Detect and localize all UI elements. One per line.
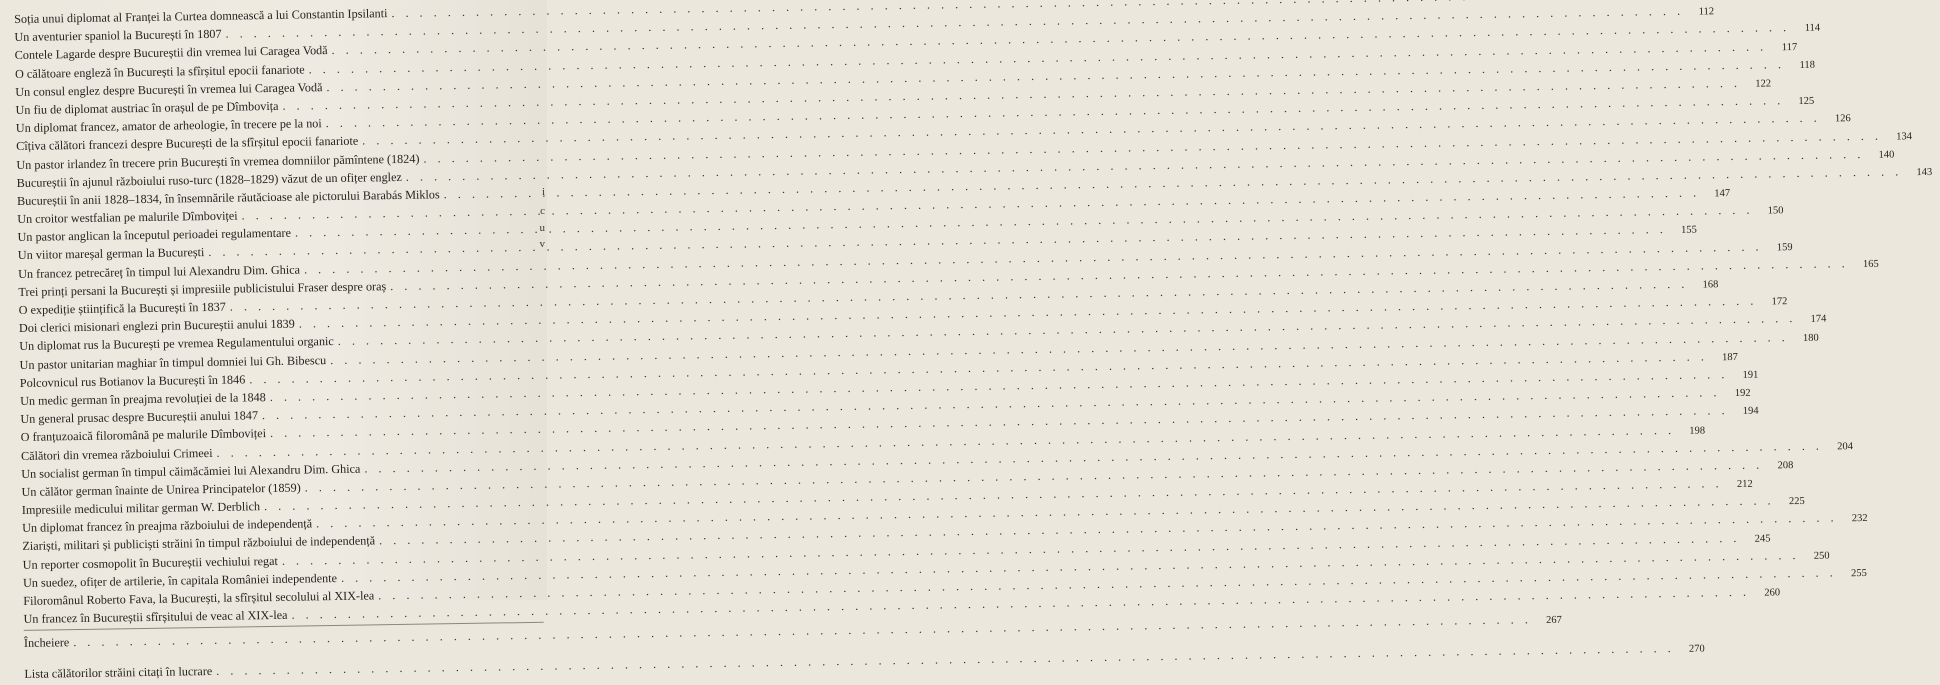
toc-entry-page: 174 — [1810, 313, 1827, 326]
toc-entry-title: Încheiere — [23, 635, 70, 651]
toc-entry-page: 168 — [1702, 279, 1719, 291]
toc-entry-page: 187 — [1721, 351, 1738, 363]
toc-entry-title: Un socialist german în timpul căimăcămiei lui Alexandru Dim. Ghica — [21, 461, 361, 481]
toc-entry-title: Un diplomat rus la București pe vremea Regulamentului organic — [19, 334, 334, 354]
toc-entry-title: Un suedez, ofițer de artilerie, în capitala României independente — [22, 570, 338, 590]
toc-entry-title: Un diplomat francez, amator de arheologie, în trecere pe la noi — [15, 116, 322, 136]
toc-entry-title: Un aventurier spaniol la București în 1807 — [14, 26, 222, 45]
toc-entry-page: 155 — [1681, 225, 1697, 237]
table-of-contents — [14, 2, 1933, 683]
toc-entry-title: Bucureștii în anii 1828–1834, în însemnările răutăcioase ale pictorului Barabás Miklos — [16, 187, 440, 208]
toc-entry-page: 126 — [1834, 113, 1851, 125]
toc-entry-title: Un călător german înainte de Unirea Principatelor (1859) — [21, 480, 301, 499]
toc-entry-page — [1854, 0, 1880, 1]
toc-entry-page: 191 — [1742, 369, 1759, 381]
toc-entry-title: Un viitor mareșal german la București — [17, 245, 205, 263]
toc-entry-page: 122 — [1755, 78, 1772, 90]
toc-entry-title: Un francez petrecăreț în timpul lui Alexandru Dim. Ghica — [18, 262, 301, 281]
toc-entry-page: 270 — [1688, 643, 1705, 655]
toc-entry-page: 267 — [1545, 615, 1562, 627]
toc-entry-page: 172 — [1771, 296, 1788, 308]
toc-entry-title: Un pastor unitarian maghiar în timpul domniei lui Gh. Bibescu — [19, 352, 327, 372]
toc-entry-title: Un pastor anglican la începutul perioadei regulamentare — [17, 225, 292, 245]
toc-entry-page: 260 — [1764, 587, 1781, 599]
toc-entry-title: Un pastor irlandez în trecere prin București în vremea domniilor pămîntene (1824) — [16, 151, 420, 172]
toc-entry-page: 198 — [1689, 424, 1706, 437]
toc-entry-title: Un medic german în preajma revoluției de la 1848 — [20, 390, 266, 408]
toc-entry-page: 225 — [1788, 496, 1805, 508]
toc-entry-title: Un francez în Bucureștii sfîrșitului de veac al XIX-lea — [23, 607, 288, 627]
toc-entry-title: O franțuzoaică filoromână pe malurile Dîmboviței — [20, 426, 267, 445]
toc-entry-page: 125 — [1798, 95, 1815, 108]
toc-entry-title: Lista călătorilor străini citați în lucrare — [24, 663, 213, 681]
toc-entry-title: Un croitor westfalian pe malurile Dîmboviței — [17, 208, 238, 227]
adjacent-page-letter: u — [539, 222, 545, 234]
toc-entry-title: O expediție științifică la București în 1837 — [18, 299, 226, 317]
toc-entry-page: 112 — [1698, 6, 1715, 18]
toc-entry-page: 208 — [1777, 459, 1794, 472]
toc-entry-page: 194 — [1742, 405, 1759, 418]
toc-entry-page: 165 — [1862, 258, 1879, 270]
toc-entry-title: Călători din vremea războiului Crimeei — [20, 445, 213, 463]
toc-entry-title: Un consul englez despre București în vremea lui Caragea Vodă — [15, 79, 323, 99]
toc-entry-title: Un diplomat francez în preajma războiului de independență — [22, 516, 313, 536]
toc-entry-title: Cîțiva călători francezi despre București de la sfîrșitul epocii fanariote — [16, 133, 359, 154]
toc-entry-title: Un reporter cosmopolit în Bucureștii vechiului regat — [22, 553, 278, 572]
toc-entry-title: Doi clerici misionari englezi prin Bucureștii anului 1839 — [18, 316, 295, 336]
toc-entry-page: 180 — [1802, 332, 1819, 344]
toc-entry-page: 150 — [1767, 205, 1784, 217]
toc-entry-page: 118 — [1799, 59, 1816, 71]
toc-entry-page: 250 — [1813, 550, 1830, 562]
adjacent-page-letter: c — [540, 205, 545, 217]
adjacent-page-letter: i — [541, 186, 545, 198]
toc-entry-page: 212 — [1736, 478, 1753, 491]
toc-entry-page: 143 — [1916, 166, 1933, 179]
toc-entry-page: 245 — [1754, 533, 1771, 545]
toc-entry-title: Un general prusac despre Bucureștii anului 1847 — [20, 408, 259, 427]
toc-entry-page: 140 — [1878, 149, 1895, 161]
toc-entry-page: 192 — [1734, 387, 1751, 400]
toc-entry-title: Bucureștii în ajunul războiului ruso-turc (1828–1829) văzut de un ofițer englez — [16, 169, 402, 190]
toc-entry-title: Soția unui diplomat al Franței la Curtea domnească a lui Constantin Ipsilanti — [14, 6, 388, 26]
toc-entry-page: 232 — [1851, 513, 1868, 525]
toc-entry-title: Trei prinți persani la București și impresiile publicistului Fraser despre oraș — [18, 279, 387, 299]
toc-entry-page: 117 — [1781, 41, 1798, 53]
toc-entry-title: Ziariști, militari și publiciști străini în timpul războiului de independență — [22, 533, 376, 554]
toc-entry-title: Impresiile medicului militar german W. Derblich — [21, 499, 261, 517]
toc-entry-page: 159 — [1776, 241, 1793, 253]
toc-entry-page: 114 — [1804, 23, 1821, 35]
toc-entry-title: Un fiu de diplomat austriac în orașul de pe Dîmbovița — [15, 98, 279, 117]
toc-entry-title: Polcovnicul rus Botianov la București în 1846 — [19, 372, 246, 390]
toc-entry-page: 255 — [1850, 567, 1867, 580]
toc-entry-page: 204 — [1837, 440, 1854, 453]
toc-entry-title: O călătoare engleză în București la sfîrșitul epocii fanariote — [14, 62, 305, 81]
toc-entry-title: Contele Lagarde despre Bucureștii din vremea lui Caragea Vodă — [14, 43, 328, 63]
adjacent-page-letter: v — [539, 238, 545, 250]
toc-entry-page: 134 — [1896, 130, 1913, 142]
toc-entry-title: Filoromânul Roberto Fava, la București, la sfîrșitul secolului al XIX-lea — [23, 588, 375, 608]
toc-entry-page: 147 — [1714, 188, 1731, 200]
